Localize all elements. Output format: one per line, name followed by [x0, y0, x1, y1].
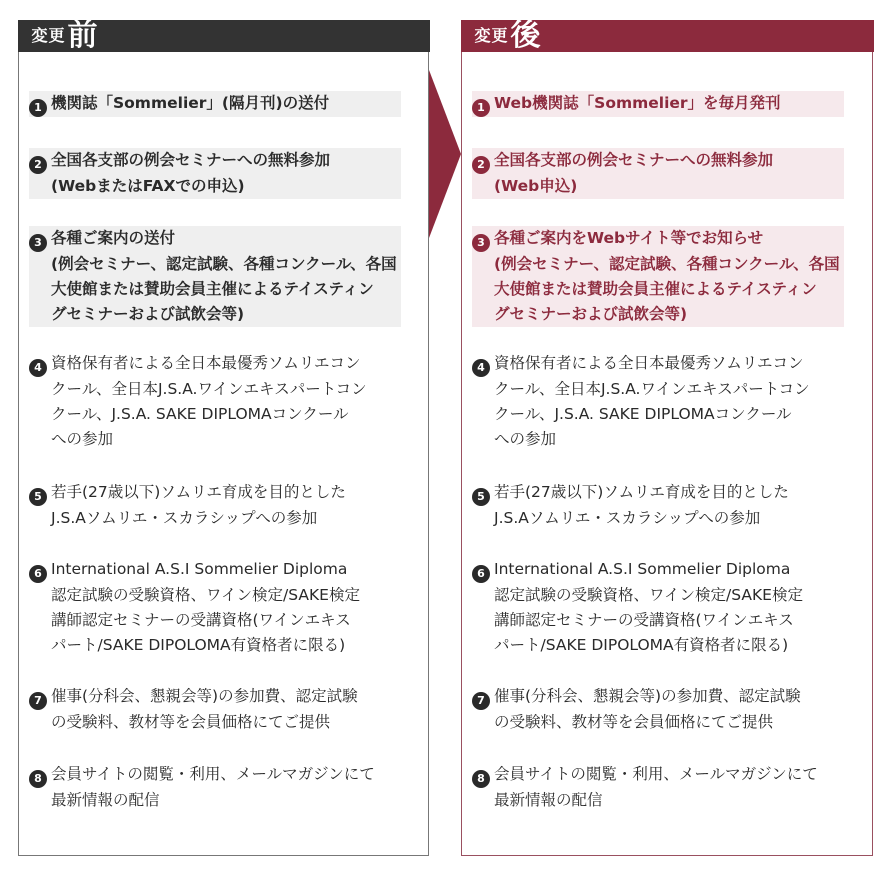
before-item-8-line-1: 会員サイトの閲覧・利用、メールマガジンにて — [51, 765, 375, 783]
before-item-4-line-1: 資格保有者による全日本最優秀ソムリエコン — [51, 354, 361, 372]
after-item-7-line-2: の受験料、教材等を会員価格にてご提供 — [494, 713, 774, 731]
before-panel — [18, 17, 429, 856]
before-item-5-line-1: 若手(27歳以下)ソムリエ育成を目的とした — [51, 483, 346, 501]
before-item-6-line-1: International A.S.I Sommelier Diploma — [51, 560, 348, 578]
after-item-6-number: 6 — [472, 565, 490, 583]
before-item-6-line-3: 講師認定セミナーの受講資格(ワインエキス — [51, 611, 351, 629]
after-item-2-line-2: (Web申込) — [472, 174, 844, 199]
before-item-7 — [29, 684, 401, 735]
after-item-3-number: 3 — [472, 234, 490, 252]
after-item-2-line-1: 全国各支部の例会セミナーへの無料参加 — [494, 151, 774, 169]
after-item-6-line-4: パート/SAKE DIPOLOMA有資格者に限る) — [494, 636, 789, 654]
after-item-3-line-2: (例会セミナー、認定試験、各種コンクール、各国 — [472, 252, 844, 277]
before-item-7-line-2: の受験料、教材等を会員価格にてご提供 — [51, 713, 331, 731]
before-item-3-line-1: 各種ご案内の送付 — [51, 229, 176, 247]
after-item-6 — [472, 557, 844, 658]
before-item-4 — [29, 351, 401, 452]
after-panel — [461, 17, 873, 856]
before-header-big: 前 — [67, 17, 98, 53]
after-item-8-number: 8 — [472, 770, 490, 788]
before-item-6-line-4: パート/SAKE DIPOLOMA有資格者に限る) — [51, 636, 346, 654]
after-item-6-line-1: International A.S.I Sommelier Diploma — [494, 560, 791, 578]
after-item-8-line-1: 会員サイトの閲覧・利用、メールマガジンにて — [494, 765, 818, 783]
after-item-2-number: 2 — [472, 156, 490, 174]
after-item-8 — [472, 762, 844, 813]
before-item-2 — [29, 148, 401, 199]
after-item-7-line-1: 催事(分科会、懇親会等)の参加費、認定試験 — [494, 687, 801, 705]
after-item-3-line-3: 大使館または賛助会員主催によるテイスティン — [472, 277, 844, 302]
before-item-3 — [29, 226, 401, 327]
after-header-small: 変更 — [474, 25, 509, 45]
after-item-4-line-3: クール、J.S.A. SAKE DIPLOMAコンクール — [494, 405, 792, 423]
before-item-4-line-4: への参加 — [51, 430, 114, 448]
after-item-1-number: 1 — [472, 99, 490, 117]
after-item-6-line-3: 講師認定セミナーの受講資格(ワインエキス — [494, 611, 794, 629]
before-item-4-number: 4 — [29, 359, 47, 377]
after-item-4-line-2: クール、全日本J.S.A.ワインエキスパートコン — [494, 380, 810, 398]
before-header — [18, 17, 430, 53]
before-item-3-number: 3 — [29, 234, 47, 252]
after-item-5-line-1: 若手(27歳以下)ソムリエ育成を目的とした — [494, 483, 789, 501]
after-item-8-line-2: 最新情報の配信 — [494, 791, 603, 809]
before-item-7-line-1: 催事(分科会、懇親会等)の参加費、認定試験 — [51, 687, 358, 705]
after-item-4-number: 4 — [472, 359, 490, 377]
after-item-3-line-4: グセミナーおよび試飲会等) — [472, 302, 844, 327]
after-item-4-line-1: 資格保有者による全日本最優秀ソムリエコン — [494, 354, 804, 372]
before-item-1-line-1: 機関誌「Sommelier」(隔月刊)の送付 — [51, 94, 330, 112]
before-item-2-number: 2 — [29, 156, 47, 174]
after-item-6-line-2: 認定試験の受験資格、ワイン検定/SAKE検定 — [494, 586, 803, 604]
after-item-3-line-1: 各種ご案内をWebサイト等でお知らせ — [494, 229, 764, 247]
after-item-7 — [472, 684, 844, 735]
before-item-5-line-2: J.S.Aソムリエ・スカラシップへの参加 — [51, 509, 318, 527]
after-item-4-line-4: への参加 — [494, 430, 557, 448]
before-header-small: 変更 — [31, 25, 66, 45]
before-item-3-line-4: グセミナーおよび試飲会等) — [29, 302, 401, 327]
before-item-1 — [29, 91, 401, 117]
before-item-8-line-2: 最新情報の配信 — [51, 791, 160, 809]
before-item-2-line-1: 全国各支部の例会セミナーへの無料参加 — [51, 151, 331, 169]
before-item-2-line-2: (WebまたはFAXでの申込) — [29, 174, 401, 199]
after-header-big: 後 — [510, 17, 541, 53]
after-item-5-number: 5 — [472, 488, 490, 506]
after-item-1 — [472, 91, 844, 117]
before-item-7-number: 7 — [29, 692, 47, 710]
before-item-8 — [29, 762, 401, 813]
after-item-2 — [472, 148, 844, 199]
after-item-3 — [472, 226, 844, 327]
after-header — [461, 17, 874, 53]
before-item-1-number: 1 — [29, 99, 47, 117]
before-item-4-line-2: クール、全日本J.S.A.ワインエキスパートコン — [51, 380, 367, 398]
before-item-5-number: 5 — [29, 488, 47, 506]
after-item-5-line-2: J.S.Aソムリエ・スカラシップへの参加 — [494, 509, 761, 527]
after-item-7-number: 7 — [472, 692, 490, 710]
transition-arrow-icon — [429, 70, 461, 238]
before-item-6 — [29, 557, 401, 658]
before-item-8-number: 8 — [29, 770, 47, 788]
before-item-3-line-2: (例会セミナー、認定試験、各種コンクール、各国 — [29, 252, 401, 277]
before-item-4-line-3: クール、J.S.A. SAKE DIPLOMAコンクール — [51, 405, 349, 423]
before-item-6-line-2: 認定試験の受験資格、ワイン検定/SAKE検定 — [51, 586, 360, 604]
before-item-3-line-3: 大使館または賛助会員主催によるテイスティン — [29, 277, 401, 302]
after-item-5 — [472, 480, 844, 531]
after-item-4 — [472, 351, 844, 452]
before-item-5 — [29, 480, 401, 531]
after-item-1-line-1: Web機関誌「Sommelier」を毎月発刊 — [494, 94, 781, 112]
before-item-6-number: 6 — [29, 565, 47, 583]
